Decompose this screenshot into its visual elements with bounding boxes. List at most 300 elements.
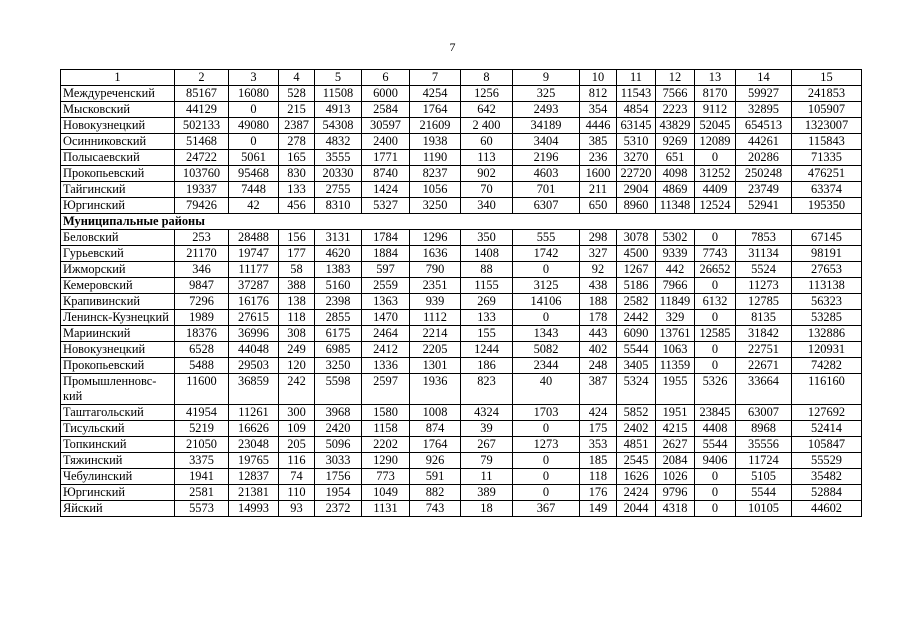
table-row: [61, 118, 862, 134]
table-cell: 205: [279, 437, 315, 453]
column-header: 10: [580, 70, 617, 86]
table-cell: 1112: [410, 310, 461, 326]
table-cell: 5326: [695, 374, 736, 405]
table-cell: 67145: [792, 230, 862, 246]
table-cell: 2442: [617, 310, 656, 326]
district-name: Кемеровский: [61, 278, 175, 294]
table-row: [61, 246, 862, 262]
table-cell: 22720: [617, 166, 656, 182]
table-cell: 4913: [315, 102, 362, 118]
table-cell: 874: [410, 421, 461, 437]
table-cell: 1941: [175, 469, 229, 485]
table-cell: 5544: [617, 342, 656, 358]
table-cell: 52414: [792, 421, 862, 437]
column-header: 3: [229, 70, 279, 86]
table-cell: 1343: [513, 326, 580, 342]
table-cell: 103760: [175, 166, 229, 182]
table-cell: 11359: [656, 358, 695, 374]
table-cell: 1273: [513, 437, 580, 453]
table-row: [61, 278, 862, 294]
table-cell: 11543: [617, 86, 656, 102]
table-cell: 6090: [617, 326, 656, 342]
column-header: 7: [410, 70, 461, 86]
table-cell: 1936: [410, 374, 461, 405]
table-cell: 20330: [315, 166, 362, 182]
table-cell: 41954: [175, 405, 229, 421]
table-cell: 3033: [315, 453, 362, 469]
table-cell: 642: [461, 102, 513, 118]
table-cell: 385: [580, 134, 617, 150]
table-cell: 654513: [736, 118, 792, 134]
table-cell: 2044: [617, 501, 656, 517]
table-cell: 1008: [410, 405, 461, 421]
table-cell: 31134: [736, 246, 792, 262]
table-cell: 1636: [410, 246, 461, 262]
table-cell: 3131: [315, 230, 362, 246]
table-cell: 790: [410, 262, 461, 278]
table-header-row: [61, 70, 862, 86]
column-header: 4: [279, 70, 315, 86]
table-cell: 6528: [175, 342, 229, 358]
table-cell: 71335: [792, 150, 862, 166]
table-cell: 2344: [513, 358, 580, 374]
table-cell: 5573: [175, 501, 229, 517]
district-name: Промышленновс-кий: [61, 374, 175, 405]
table-cell: 1026: [656, 469, 695, 485]
table-cell: 18376: [175, 326, 229, 342]
column-header: 6: [362, 70, 410, 86]
section-header-row: [61, 214, 862, 230]
table-cell: 16626: [229, 421, 279, 437]
table-row: [61, 437, 862, 453]
table-cell: 1323007: [792, 118, 862, 134]
table-cell: 1884: [362, 246, 410, 262]
table-cell: 0: [695, 469, 736, 485]
table-cell: 120: [279, 358, 315, 374]
table-cell: 2559: [362, 278, 410, 294]
table-cell: 70: [461, 182, 513, 198]
table-cell: 113: [461, 150, 513, 166]
table-cell: 5324: [617, 374, 656, 405]
table-cell: 52941: [736, 198, 792, 214]
table-cell: 55529: [792, 453, 862, 469]
table-cell: 63374: [792, 182, 862, 198]
table-cell: 2420: [315, 421, 362, 437]
table-cell: 555: [513, 230, 580, 246]
table-cell: 133: [279, 182, 315, 198]
table-cell: 1363: [362, 294, 410, 310]
table-cell: 1056: [410, 182, 461, 198]
table-cell: 1424: [362, 182, 410, 198]
district-name: Новокузнецкий: [61, 118, 175, 134]
table-cell: 0: [695, 485, 736, 501]
table-cell: 2202: [362, 437, 410, 453]
table-cell: 8740: [362, 166, 410, 182]
table-cell: 115843: [792, 134, 862, 150]
table-cell: 11348: [656, 198, 695, 214]
table-cell: 1383: [315, 262, 362, 278]
table-row: [61, 166, 862, 182]
table-cell: 36859: [229, 374, 279, 405]
district-name: Юргинский: [61, 198, 175, 214]
table-cell: 1764: [410, 102, 461, 118]
table-cell: 11261: [229, 405, 279, 421]
table-cell: 105907: [792, 102, 862, 118]
table-cell: 1626: [617, 469, 656, 485]
table-cell: 59927: [736, 86, 792, 102]
table-cell: 442: [656, 262, 695, 278]
table-cell: 1267: [617, 262, 656, 278]
table-cell: 105847: [792, 437, 862, 453]
table-cell: 823: [461, 374, 513, 405]
table-cell: 95468: [229, 166, 279, 182]
page-number: 7: [449, 40, 456, 54]
table-cell: 269: [461, 294, 513, 310]
table-cell: 1063: [656, 342, 695, 358]
table-cell: 22671: [736, 358, 792, 374]
table-cell: 340: [461, 198, 513, 214]
table-cell: 3250: [315, 358, 362, 374]
table-cell: 651: [656, 150, 695, 166]
table-cell: 3555: [315, 150, 362, 166]
table-cell: 2084: [656, 453, 695, 469]
table-cell: 2755: [315, 182, 362, 198]
table-row: [61, 310, 862, 326]
table-cell: 346: [175, 262, 229, 278]
table-cell: 9269: [656, 134, 695, 150]
table-cell: 0: [695, 358, 736, 374]
table-cell: 4620: [315, 246, 362, 262]
table-row: [61, 198, 862, 214]
table-cell: 23048: [229, 437, 279, 453]
table-cell: 4446: [580, 118, 617, 134]
table-cell: 3968: [315, 405, 362, 421]
table-cell: 10105: [736, 501, 792, 517]
table-cell: 14106: [513, 294, 580, 310]
table-cell: 4254: [410, 86, 461, 102]
table-cell: 21381: [229, 485, 279, 501]
table-cell: 0: [229, 134, 279, 150]
column-header: 15: [792, 70, 862, 86]
table-cell: 4603: [513, 166, 580, 182]
table-cell: 3375: [175, 453, 229, 469]
table-cell: 353: [580, 437, 617, 453]
table-cell: 1764: [410, 437, 461, 453]
district-name: Гурьевский: [61, 246, 175, 262]
table-cell: 177: [279, 246, 315, 262]
table-cell: 298: [580, 230, 617, 246]
district-name: Беловский: [61, 230, 175, 246]
table-cell: 2196: [513, 150, 580, 166]
district-name: Тайгинский: [61, 182, 175, 198]
table-cell: 241853: [792, 86, 862, 102]
table-cell: 0: [695, 501, 736, 517]
table-cell: 12089: [695, 134, 736, 150]
table-cell: 149: [580, 501, 617, 517]
table-cell: 278: [279, 134, 315, 150]
table-cell: 528: [279, 86, 315, 102]
district-name: Мариинский: [61, 326, 175, 342]
column-header: 12: [656, 70, 695, 86]
district-name: Таштагольский: [61, 405, 175, 421]
table-cell: 36996: [229, 326, 279, 342]
table-cell: 120931: [792, 342, 862, 358]
table-cell: 242: [279, 374, 315, 405]
table-cell: 5524: [736, 262, 792, 278]
table-row: [61, 485, 862, 501]
table-cell: 4324: [461, 405, 513, 421]
table-cell: 74282: [792, 358, 862, 374]
table-cell: 350: [461, 230, 513, 246]
table-cell: 7966: [656, 278, 695, 294]
table-cell: 2545: [617, 453, 656, 469]
table-cell: 5302: [656, 230, 695, 246]
table-cell: 5488: [175, 358, 229, 374]
table-cell: 21609: [410, 118, 461, 134]
district-name: Тисульский: [61, 421, 175, 437]
table-cell: 24722: [175, 150, 229, 166]
table-cell: 54308: [315, 118, 362, 134]
table-cell: 52884: [792, 485, 862, 501]
table-cell: 476251: [792, 166, 862, 182]
table-cell: 3270: [617, 150, 656, 166]
table-cell: 5327: [362, 198, 410, 214]
table-cell: 44261: [736, 134, 792, 150]
table-cell: 63145: [617, 118, 656, 134]
table-row: [61, 262, 862, 278]
column-header: 8: [461, 70, 513, 86]
table-cell: 56323: [792, 294, 862, 310]
district-name: Ижморский: [61, 262, 175, 278]
table-cell: 387: [580, 374, 617, 405]
table-cell: 1784: [362, 230, 410, 246]
table-cell: 2351: [410, 278, 461, 294]
table-cell: 424: [580, 405, 617, 421]
table-cell: 85167: [175, 86, 229, 102]
table-cell: 0: [695, 310, 736, 326]
table-cell: 51468: [175, 134, 229, 150]
table-cell: 5598: [315, 374, 362, 405]
table-cell: 22751: [736, 342, 792, 358]
table-cell: 902: [461, 166, 513, 182]
table-cell: 12585: [695, 326, 736, 342]
table-cell: 30597: [362, 118, 410, 134]
table-cell: 19337: [175, 182, 229, 198]
table-cell: 2400: [362, 134, 410, 150]
table-cell: 19747: [229, 246, 279, 262]
table-cell: 18: [461, 501, 513, 517]
table-cell: 4098: [656, 166, 695, 182]
table-cell: 0: [513, 485, 580, 501]
table-cell: 2205: [410, 342, 461, 358]
district-name: Ленинск-Кузнецкий: [61, 310, 175, 326]
table-cell: 92: [580, 262, 617, 278]
table-cell: 502133: [175, 118, 229, 134]
table-cell: 597: [362, 262, 410, 278]
table-cell: 0: [695, 278, 736, 294]
table-cell: 267: [461, 437, 513, 453]
table-cell: 110: [279, 485, 315, 501]
table-cell: 7566: [656, 86, 695, 102]
table-cell: 33664: [736, 374, 792, 405]
table-cell: 701: [513, 182, 580, 198]
table-cell: 0: [513, 310, 580, 326]
table-cell: 11508: [315, 86, 362, 102]
table-cell: 21170: [175, 246, 229, 262]
table-cell: 367: [513, 501, 580, 517]
table-cell: 2597: [362, 374, 410, 405]
table-cell: 109: [279, 421, 315, 437]
table-cell: 1131: [362, 501, 410, 517]
table-cell: 650: [580, 198, 617, 214]
table-cell: 175: [580, 421, 617, 437]
table-cell: 13761: [656, 326, 695, 342]
column-header: 14: [736, 70, 792, 86]
section-title: Муниципальные районы: [61, 214, 862, 230]
table-cell: 388: [279, 278, 315, 294]
table-cell: 1301: [410, 358, 461, 374]
table-cell: 37287: [229, 278, 279, 294]
table-cell: 63007: [736, 405, 792, 421]
table-cell: 52045: [695, 118, 736, 134]
district-name: Топкинский: [61, 437, 175, 453]
table-cell: 178: [580, 310, 617, 326]
table-cell: 188: [580, 294, 617, 310]
table-cell: 88: [461, 262, 513, 278]
table-cell: 2855: [315, 310, 362, 326]
district-name: Юргинский: [61, 485, 175, 501]
table-cell: 74: [279, 469, 315, 485]
statistics-table: [60, 69, 862, 517]
table-cell: 2493: [513, 102, 580, 118]
table-cell: 1158: [362, 421, 410, 437]
table-cell: 7448: [229, 182, 279, 198]
table-cell: 1190: [410, 150, 461, 166]
table-cell: 11273: [736, 278, 792, 294]
table-cell: 3125: [513, 278, 580, 294]
district-name: Крапивинский: [61, 294, 175, 310]
table-cell: 250248: [736, 166, 792, 182]
table-cell: 5219: [175, 421, 229, 437]
table-row: [61, 421, 862, 437]
table-cell: 9847: [175, 278, 229, 294]
table-cell: 8960: [617, 198, 656, 214]
table-cell: 2464: [362, 326, 410, 342]
table-cell: 1049: [362, 485, 410, 501]
table-cell: 773: [362, 469, 410, 485]
table-cell: 8170: [695, 86, 736, 102]
table-cell: 16080: [229, 86, 279, 102]
table-cell: 16176: [229, 294, 279, 310]
table-cell: 3250: [410, 198, 461, 214]
table-cell: 11600: [175, 374, 229, 405]
table-row: [61, 86, 862, 102]
table-cell: 185: [580, 453, 617, 469]
table-cell: 1256: [461, 86, 513, 102]
table-cell: 1600: [580, 166, 617, 182]
table-cell: 329: [656, 310, 695, 326]
table-cell: 4409: [695, 182, 736, 198]
table-row: [61, 182, 862, 198]
district-name: Тяжинский: [61, 453, 175, 469]
table-cell: 248: [580, 358, 617, 374]
table-cell: 6132: [695, 294, 736, 310]
district-name: Прокопьевский: [61, 166, 175, 182]
table-cell: 32895: [736, 102, 792, 118]
table-cell: 6175: [315, 326, 362, 342]
district-name: Прокопьевский: [61, 358, 175, 374]
table-cell: 4869: [656, 182, 695, 198]
table-cell: 327: [580, 246, 617, 262]
table-cell: 1951: [656, 405, 695, 421]
table-cell: 1954: [315, 485, 362, 501]
table-cell: 27653: [792, 262, 862, 278]
district-name: Чебулинский: [61, 469, 175, 485]
table-cell: 300: [279, 405, 315, 421]
table-cell: 9406: [695, 453, 736, 469]
table-cell: 2412: [362, 342, 410, 358]
table-cell: 926: [410, 453, 461, 469]
table-row: [61, 230, 862, 246]
column-header: 5: [315, 70, 362, 86]
table-cell: 5105: [736, 469, 792, 485]
table-cell: 253: [175, 230, 229, 246]
table-cell: 23845: [695, 405, 736, 421]
table-cell: 211: [580, 182, 617, 198]
district-name: Новокузнецкий: [61, 342, 175, 358]
table-cell: 1336: [362, 358, 410, 374]
table-cell: 44048: [229, 342, 279, 358]
table-row: [61, 501, 862, 517]
table-cell: 132886: [792, 326, 862, 342]
table-cell: 1756: [315, 469, 362, 485]
table-row: [61, 405, 862, 421]
table-cell: 1703: [513, 405, 580, 421]
table-cell: 5082: [513, 342, 580, 358]
table-cell: 0: [513, 453, 580, 469]
table-cell: 44129: [175, 102, 229, 118]
table-cell: 1989: [175, 310, 229, 326]
table-cell: 116: [279, 453, 315, 469]
table-cell: 14993: [229, 501, 279, 517]
table-cell: 5061: [229, 150, 279, 166]
table-cell: 591: [410, 469, 461, 485]
table-cell: 4215: [656, 421, 695, 437]
table-cell: 4408: [695, 421, 736, 437]
table-cell: 1244: [461, 342, 513, 358]
table-cell: 9796: [656, 485, 695, 501]
table-cell: 49080: [229, 118, 279, 134]
table-cell: 58: [279, 262, 315, 278]
table-cell: 2387: [279, 118, 315, 134]
table-cell: 5544: [695, 437, 736, 453]
table-cell: 186: [461, 358, 513, 374]
table-cell: 4851: [617, 437, 656, 453]
table-cell: 5160: [315, 278, 362, 294]
table-cell: 236: [580, 150, 617, 166]
table-cell: 12524: [695, 198, 736, 214]
table-cell: 8968: [736, 421, 792, 437]
district-name: Яйский: [61, 501, 175, 517]
table-cell: 165: [279, 150, 315, 166]
table-cell: 11849: [656, 294, 695, 310]
column-header: 11: [617, 70, 656, 86]
table-cell: 98191: [792, 246, 862, 262]
table-cell: 138: [279, 294, 315, 310]
table-cell: 2582: [617, 294, 656, 310]
table-cell: 79: [461, 453, 513, 469]
table-cell: 20286: [736, 150, 792, 166]
